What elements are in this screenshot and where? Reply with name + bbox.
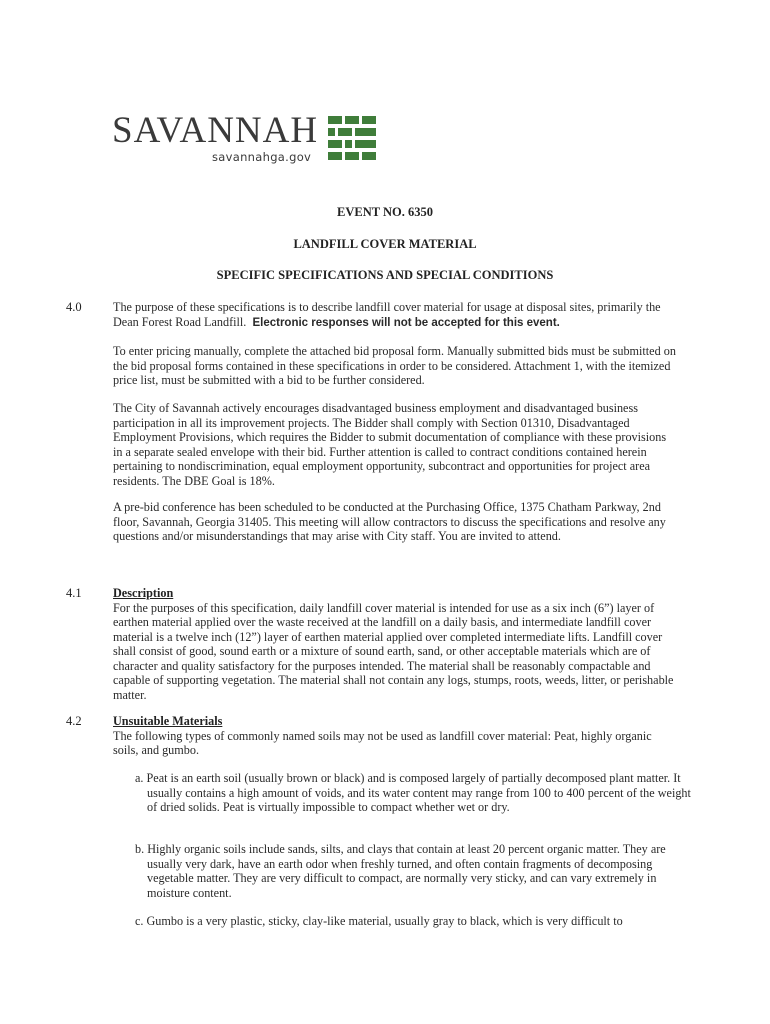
section-number: 4.1: [66, 586, 82, 600]
description-heading: Description: [113, 586, 174, 600]
purpose-text: The purpose of these specifications is to describe landfill cover material for usage at disposal sites, primarily the Dean Forest Road Landfill.: [113, 300, 661, 329]
description-section: [113, 586, 678, 702]
document-subtitle: SPECIFIC SPECIFICATIONS AND SPECIAL CONDITIONS: [216, 268, 554, 282]
unsuitable-heading: Unsuitable Materials: [113, 714, 223, 728]
unsuitable-text: The following types of commonly named soils may not be used as landfill cover material: Peat, highly organic soils, and gumbo.: [113, 728, 652, 757]
logo-url: savannahga.gov: [212, 150, 312, 164]
savannah-logo: [112, 112, 382, 162]
document-title: LANDFILL COVER MATERIAL: [293, 237, 477, 251]
unsuitable-section: [113, 714, 678, 758]
section-number: 4.0: [66, 300, 82, 314]
logo-wordmark: SAVANNAH: [112, 110, 319, 151]
purpose-paragraph: [113, 300, 678, 330]
event-number: EVENT NO. 6350: [337, 205, 433, 219]
dbe-paragraph: The City of Savannah actively encourages disadvantaged business employment and disadvantaged business participation in all its improvement projects. The Bidder shall comply with Section 01310, Disadvantaged Employment Provisions, which requires the Bidder to submit documentation of compliance with these provisions in a separate sealed envelope with their bid. Further attention is called to contract conditions contained herein pertaining to nondiscrimination, equal employment opportunity, subcontract and opportunities for project area residents. The DBE Goal is 18%.: [113, 401, 667, 488]
list-item: c. Gumbo is a very plastic, sticky, clay-like material, usually gray to black, which is very difficult to: [135, 914, 623, 928]
list-item: a. Peat is an earth soil (usually brown or black) and is composed largely of partially decomposed plant matter. It usually contains a high amount of voids, and its water content may range from 100 to 400 percent of the weight of dried solids. Peat is virtually impossible to compact whether wet or dry.: [135, 771, 691, 814]
list-item: b. Highly organic soils include sands, silts, and clays that contain at least 20 percent organic matter. They are usually very dark, have an earth odor when freshly turned, and often contain fragments of decomposing vegetable matter. They are very difficult to compact, are normally very sticky, and can vary extremely in moisture content.: [135, 842, 666, 900]
description-text: For the purposes of this specification, daily landfill cover material is intended for use as a six inch (6”) layer of earthen material applied over the waste received at the landfill on a daily basis, and intermediate landfill cover material is a twelve inch (12”) layer of earthen material applied over completed intermediate lifts. Landfill cover shall consist of good, sound earth or a mixture of sound earth, sand, or other acceptable materials which are of character and quality satisfactory for the purposes intended. The material shall be reasonably compactable and capable of supporting vegetation. The material shall not contain any logs, stumps, roots, weeds, litter, or perishable matter.: [113, 600, 674, 702]
pricing-paragraph: To enter pricing manually, complete the attached bid proposal form. Manually submitted bids must be submitted on the bid proposal forms contained in these specifications in order to be considered. Attachment 1, with the itemized price list, must be submitted with a bid to be further considered.: [113, 344, 676, 387]
section-number: 4.2: [66, 714, 82, 728]
electronic-responses-notice: Electronic responses will not be accepted for this event.: [252, 316, 560, 329]
prebid-paragraph: A pre-bid conference has been scheduled to be conducted at the Purchasing Office, 1375 Chatham Parkway, 2nd floor, Savannah, Georgia 31405. This meeting will allow contractors to discuss the specifications and resolve any questions and/or misunderstandings that may arise with City staff. You are invited to attend.: [113, 500, 666, 543]
brick-grid-icon: [328, 116, 376, 160]
